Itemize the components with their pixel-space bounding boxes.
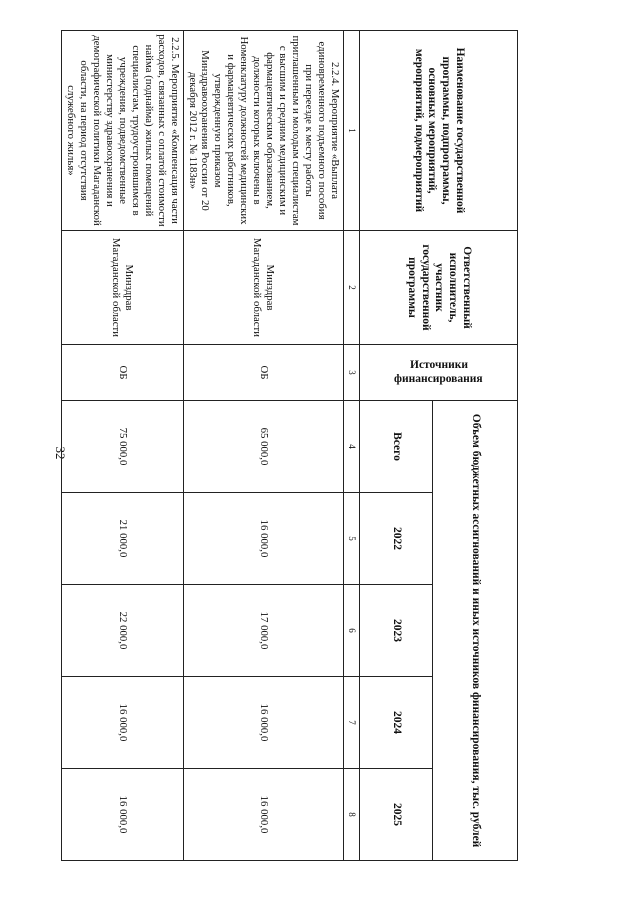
header-source [360,345,518,401]
source-cell: ОБ [183,345,343,401]
budget-table [61,30,518,861]
index-cell: 3 [344,345,360,401]
source-cell: ОБ [61,345,183,401]
index-cell: 2 [344,231,360,345]
index-row [344,31,360,861]
header-year-2023: 2023 [360,585,433,677]
value-2022-cell: 21 000,0 [61,493,183,585]
header-year-2022: 2022 [360,493,433,585]
value-2022-cell: 16 000,0 [183,493,343,585]
index-cell: 7 [344,677,360,769]
table-row [183,31,343,861]
index-cell: 1 [344,31,360,231]
value-2024-cell: 16 000,0 [61,677,183,769]
header-total: Всего [360,401,433,493]
total-cell: 75 000,0 [61,401,183,493]
total-cell: 65 000,0 [183,401,343,493]
header-activity: Наименование государственной программы, подпрограммы, основных мероприятий, мероприятий, подмероприятий [360,31,518,231]
value-2024-cell: 16 000,0 [183,677,343,769]
index-cell: 5 [344,493,360,585]
header-year-2025: 2025 [360,769,433,861]
value-2025-cell: 16 000,0 [183,769,343,861]
header-row-1 [433,31,518,861]
index-cell: 6 [344,585,360,677]
page-number: 32 [53,446,68,460]
header-funding-group: Объем бюджетных ассигнований и иных источников финансирования, тыс. рублей [433,401,518,861]
index-cell: 8 [344,769,360,861]
value-2023-cell: 17 000,0 [183,585,343,677]
header-executor: Ответственный исполнитель, участник государственной программы [360,231,518,345]
activity-cell: 2.2.4. Мероприятие «Выплата единовременного подъемного пособия при переезде к месту работы приглашенным и молодым специалистам с высшим и средним медицинским и фармацевтическим образованием, должности которых включены в Номенклатуру должностей медицинских и фармацевтических работников, утвержденную приказом Минздравоохранения России от 20 декабря 2012 г. № 1183н» [183,31,343,231]
value-2025-cell: 16 000,0 [61,769,183,861]
table-row [61,31,183,861]
executor-cell: Минздрав Магаданской области [61,231,183,345]
index-cell: 4 [344,401,360,493]
header-year-2024: 2024 [360,677,433,769]
executor-cell: Минздрав Магаданской области [183,231,343,345]
header-source-label: Источники финансирования [394,358,483,385]
rotated-table-container [64,30,518,860]
activity-cell: 2.2.5. Мероприятие «Компенсация части расходов, связанных с оплатой стоимости найма (поднайма) жилых помещений специалистам, трудоустроившимся в учреждения, подведомственные министерству здравоохранения и демографической политики Магаданской области, на период отсутствия служебного жилья» [61,31,183,231]
value-2023-cell: 22 000,0 [61,585,183,677]
